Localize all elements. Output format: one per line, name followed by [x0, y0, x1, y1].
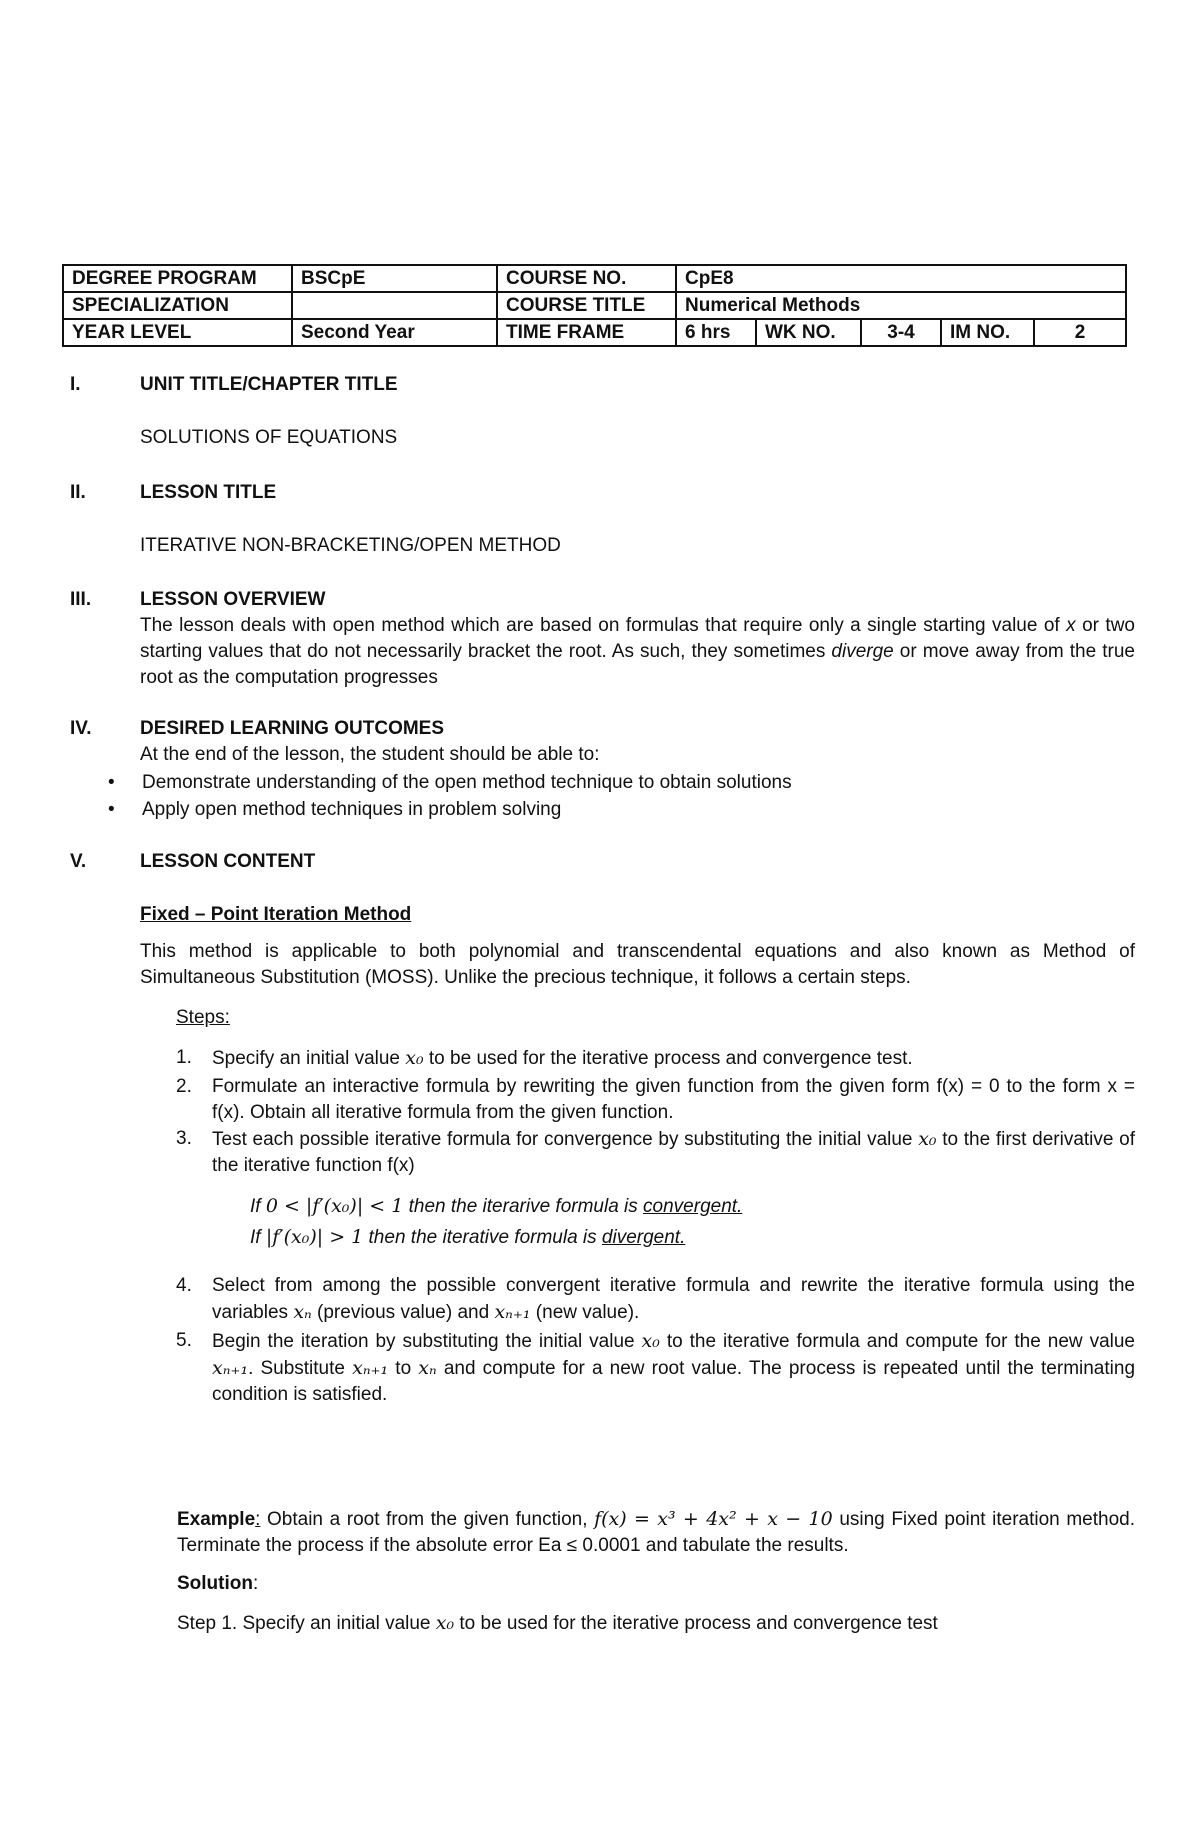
course-no-value: CpE8	[676, 265, 1126, 292]
specialization-value	[292, 292, 497, 319]
section-heading: UNIT TITLE/CHAPTER TITLE	[140, 374, 398, 395]
section-numeral: V.	[70, 851, 87, 872]
outcomes-intro: At the end of the lesson, the student should be able to:	[140, 743, 600, 765]
section-heading: LESSON CONTENT	[140, 851, 316, 872]
bullet-icon: •	[108, 799, 115, 821]
table-row	[63, 265, 1126, 292]
section-lesson-overview	[70, 587, 1135, 691]
list-item: • Apply open method techniques in problem solving	[70, 796, 1135, 823]
year-level-label: YEAR LEVEL	[63, 319, 292, 346]
solution-step-1: Step 1. Specify an initial value 𝑥₀ to be used for the iterative process and convergence test	[177, 1611, 938, 1634]
list-item: 1. Specify an initial value 𝑥₀ to be used for the iterative process and convergence test.	[176, 1046, 913, 1069]
convergent-condition: If 0 < |𝑓′(𝑥₀)| < 1 then the iterarive formula is convergent.	[250, 1194, 743, 1217]
section-lesson-title	[70, 480, 1135, 558]
unit-title-text: SOLUTIONS OF EQUATIONS	[140, 426, 398, 448]
list-item: 2. Formulate an interactive formula by rewriting the given function from the given form f(x) = 0 to the form x = f(x). Obtain all iterative formula from the given function.	[176, 1075, 1135, 1123]
list-item: 3. Test each possible iterative formula for convergence by substituting the initial value 𝑥₀ to the first derivative of the iterative function f(x)	[176, 1127, 1136, 1176]
section-numeral: II.	[70, 482, 86, 503]
section-heading: LESSON TITLE	[140, 482, 277, 503]
course-title-value: Numerical Methods	[676, 292, 1126, 319]
section-learning-outcomes	[70, 716, 1135, 823]
steps-block	[140, 1005, 1135, 1408]
section-unit-title	[70, 372, 1135, 450]
table-row	[63, 319, 1126, 346]
outcomes-list	[70, 769, 1135, 823]
steps-label: Steps:	[176, 1007, 230, 1028]
course-title-label: COURSE TITLE	[497, 292, 676, 319]
section-numeral: I.	[70, 374, 81, 395]
bullet-icon: •	[108, 772, 115, 794]
list-item: 4. Select from among the possible convergent iterative formula and rewrite the iterative formula using the variables 𝑥ₙ (previous value) and 𝑥ₙ₊₁ (new value).	[176, 1274, 1135, 1323]
im-no-label: IM NO.	[941, 319, 1034, 346]
list-item: • Demonstrate understanding of the open method technique to obtain solutions	[70, 769, 1135, 796]
degree-program-value: BSCpE	[292, 265, 497, 292]
divergent-condition: If |𝑓′(𝑥₀)| > 1 then the iterative formula is divergent.	[250, 1225, 686, 1248]
overview-paragraph: The lesson deals with open method which are based on formulas that require only a single starting value of x or two starting values that do not necessarily bracket the root. As such, they sometimes diverge or move away from the true root as the computation progresses	[140, 614, 1135, 688]
steps-list	[140, 1045, 1135, 1179]
method-title: Fixed – Point Iteration Method	[140, 903, 412, 925]
course-no-label: COURSE NO.	[497, 265, 676, 292]
solution-label: Solution:	[177, 1573, 259, 1594]
steps-list-continued	[140, 1273, 1135, 1408]
list-item: 5. Begin the iteration by substituting the initial value 𝑥₀ to the iterative formula and compute for the new value 𝑥ₙ₊₁. Substitute 𝑥ₙ₊₁ to 𝑥ₙ and compute for a new root value. The process is repeated until the terminating condition is satisfied.	[176, 1329, 1136, 1405]
method-description: This method is applicable to both polynomial and transcendental equations and also known as Method of Simultaneous Substitution (MOSS). Unlike the precious technique, it follows a certain steps.	[140, 941, 1135, 989]
degree-program-label: DEGREE PROGRAM	[63, 265, 292, 292]
table-row	[63, 292, 1126, 319]
time-frame-value: 6 hrs	[676, 319, 756, 346]
example-label: Example	[177, 1509, 256, 1530]
week-no-value: 3-4	[861, 319, 941, 346]
week-no-label: WK NO.	[756, 319, 861, 346]
year-level-value: Second Year	[292, 319, 497, 346]
specialization-label: SPECIALIZATION	[63, 292, 292, 319]
course-info-table	[62, 264, 1127, 347]
section-heading: DESIRED LEARNING OUTCOMES	[140, 718, 445, 739]
time-frame-label: TIME FRAME	[497, 319, 676, 346]
section-heading: LESSON OVERVIEW	[140, 589, 326, 610]
example-paragraph: Example: Obtain a root from the given function, 𝑓(𝑥) = 𝑥³ + 4𝑥² + 𝑥 − 10 using Fixed point iteration method. Terminate the process if the absolute error Ea ≤ 0.0001 and tabulate the results.	[177, 1508, 1135, 1556]
example-block	[70, 1506, 1135, 1636]
im-no-value: 2	[1034, 319, 1126, 346]
lesson-title-text: ITERATIVE NON-BRACKETING/OPEN METHOD	[140, 534, 561, 556]
section-numeral: IV.	[70, 718, 92, 739]
section-numeral: III.	[70, 589, 92, 610]
section-lesson-content	[70, 849, 1135, 991]
